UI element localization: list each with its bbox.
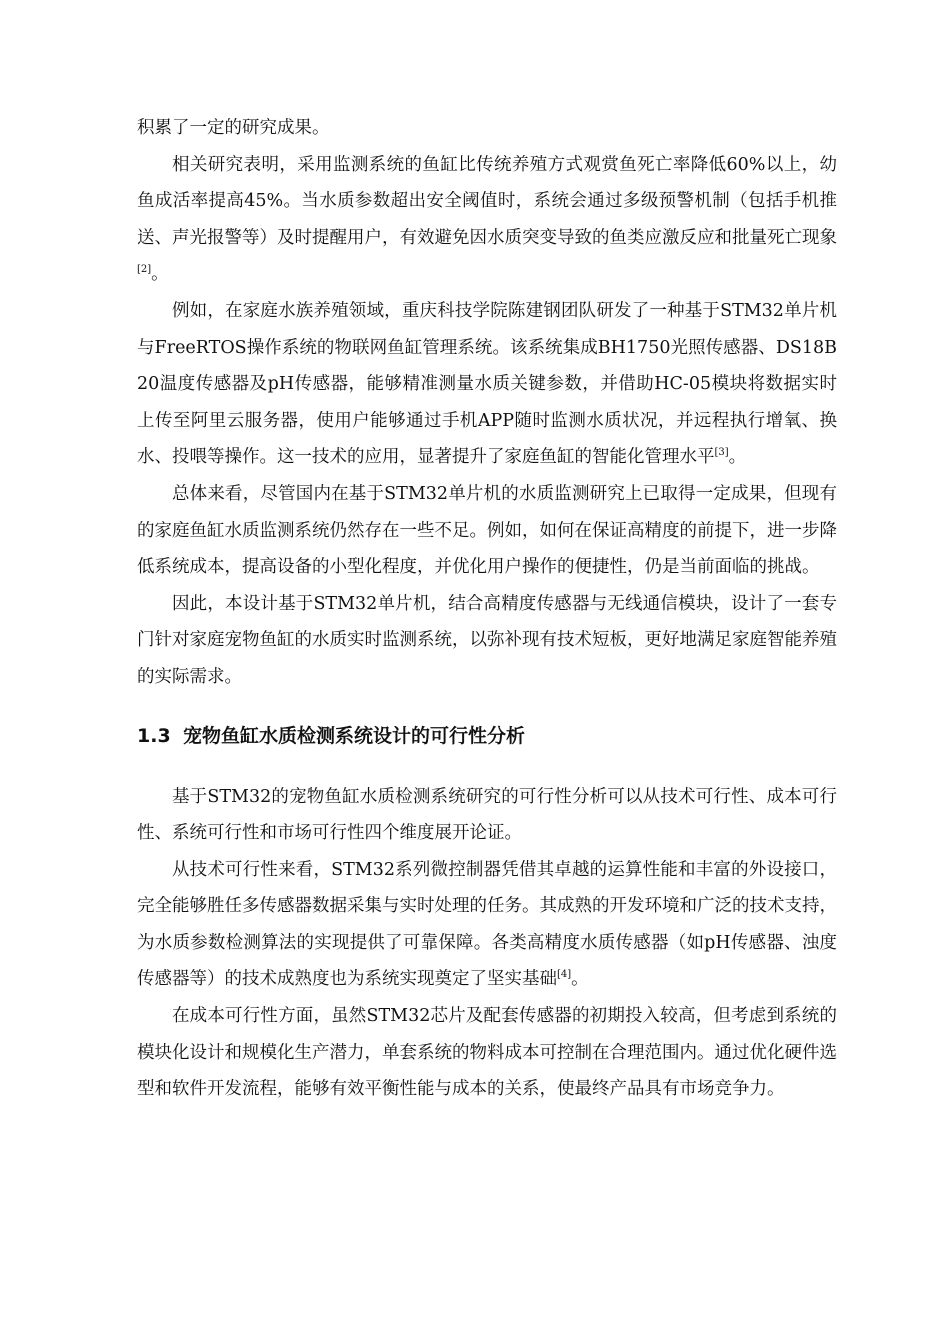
- citation-marker: [3]: [714, 447, 729, 459]
- paragraph-continuation: [137, 110, 837, 147]
- paragraph-feasibility-intro: [137, 779, 837, 852]
- paragraph-tail: 。: [571, 969, 589, 990]
- section-number: 1.3: [137, 724, 171, 747]
- paragraph-text: 因此，本设计基于STM32单片机，结合高精度传感器与无线通信模块，设计了一套专门针对家庭宠物鱼缸的水质实时监测系统，以弥补现有技术短板，更好地满足家庭智能养殖的实际需求。: [137, 593, 837, 687]
- paragraph-text: 相关研究表明，采用监测系统的鱼缸比传统养殖方式观赏鱼死亡率降低60%以上，幼鱼成活率提高45%。当水质参数超出安全阈值时，系统会通过多级预警机制（包括手机推送、声光报警等）及时提醒用户，有效避免因水质突变导致的鱼类应激反应和批量死亡现象: [137, 154, 837, 248]
- section-title: 宠物鱼缸水质检测系统设计的可行性分析: [183, 724, 526, 747]
- paragraph-example: [137, 293, 837, 476]
- paragraph-overall: [137, 476, 837, 586]
- paragraph-text: 基于STM32的宠物鱼缸水质检测系统研究的可行性分析可以从技术可行性、成本可行性、系统可行性和市场可行性四个维度展开论证。: [137, 786, 837, 844]
- citation-marker: [4]: [557, 969, 572, 981]
- paragraph-tail: 。: [151, 264, 169, 285]
- paragraph-text: 在成本可行性方面，虽然STM32芯片及配套传感器的初期投入较高，但考虑到系统的模块化设计和规模化生产潜力，单套系统的物料成本可控制在合理范围内。通过优化硬件选型和软件开发流程，能够有效平衡性能与成本的关系，使最终产品具有市场竞争力。: [137, 1006, 837, 1100]
- paragraph-text: 积累了一定的研究成果。: [137, 118, 330, 138]
- paragraph-tail: 。: [728, 447, 747, 468]
- paragraph-research-results: [137, 147, 837, 293]
- document-body: [137, 110, 837, 1108]
- paragraph-cost-feasibility: [137, 998, 837, 1108]
- paragraph-technical-feasibility: [137, 852, 837, 998]
- paragraph-text: 从技术可行性来看，STM32系列微控制器凭借其卓越的运算性能和丰富的外设接口，完全能够胜任多传感器数据采集与实时处理的任务。其成熟的开发环境和广泛的技术支持，为水质参数检测算法的实现提供了可靠保障。各类高精度水质传感器（如pH传感器、浊度传感器等）的技术成熟度也为系统实现奠定了坚实基础: [137, 859, 837, 990]
- paragraph-text: 总体来看，尽管国内在基于STM32单片机的水质监测研究上已取得一定成果，但现有的家庭鱼缸水质监测系统仍然存在一些不足。例如，如何在保证高精度的前提下，进一步降低系统成本，提高设备的小型化程度，并优化用户操作的便捷性，仍是当前面临的挑战。: [137, 483, 837, 578]
- section-heading: [137, 721, 837, 751]
- paragraph-conclusion: [137, 586, 837, 696]
- citation-marker: [2]: [137, 264, 152, 276]
- paragraph-text: 例如，在家庭水族养殖领域，重庆科技学院陈建钢团队研发了一种基于STM32单片机与FreeRTOS操作系统的物联网鱼缸管理系统。该系统集成BH1750光照传感器、DS18B20温度传感器及pH传感器，能够精准测量水质关键参数，并借助HC-05模块将数据实时上传至阿里云服务器，使用户能够通过手机APP随时监测水质状况，并远程执行增氧、换水、投喂等操作。这一技术的应用，显著提升了家庭鱼缸的智能化管理水平: [137, 300, 837, 468]
